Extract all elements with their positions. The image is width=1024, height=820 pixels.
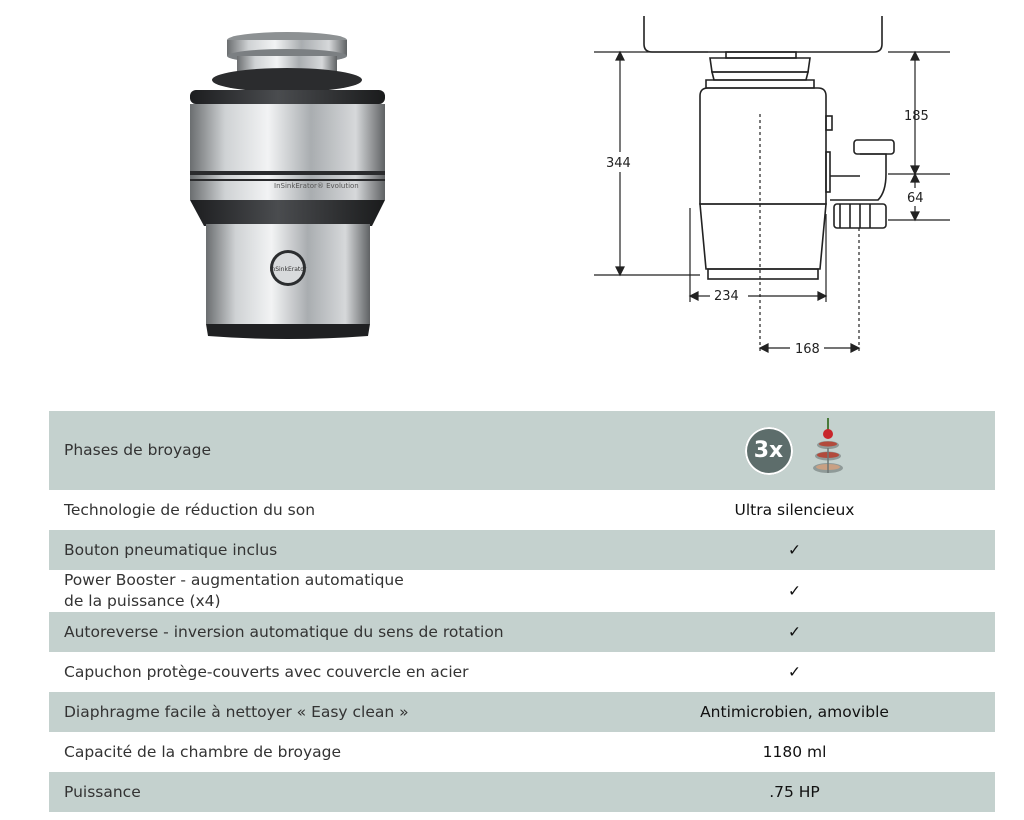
spec-table: [49, 411, 995, 812]
product-image: [182, 28, 392, 343]
table-row: [49, 692, 995, 732]
spec-value: Ultra silencieux: [734, 501, 855, 519]
spec-label: Diaphragme facile à nettoyer « Easy clean »: [49, 692, 584, 732]
dim-outlet-offset: 168: [795, 342, 820, 357]
check-icon: ✓: [788, 663, 801, 681]
phases-badge: 3x: [745, 427, 793, 475]
spec-label: Phases de broyage: [49, 411, 584, 490]
product-model-label: InSinkErator® Evolution: [274, 182, 359, 190]
table-row: [49, 530, 995, 570]
table-row: [49, 652, 995, 692]
spec-value: 1180 ml: [762, 743, 827, 761]
spec-label: Puissance: [49, 772, 584, 812]
grinding-stages-icon: [811, 418, 845, 484]
table-row: [49, 490, 995, 530]
spec-value: .75 HP: [584, 772, 995, 812]
check-icon: ✓: [584, 530, 995, 570]
dimension-diagram: [588, 14, 968, 364]
check-icon: ✓: [584, 612, 995, 652]
table-row: [49, 612, 995, 652]
dim-height-total: 344: [606, 156, 631, 171]
check-icon: ✓: [788, 582, 801, 600]
dim-diameter: 234: [714, 289, 739, 304]
spec-label: Capuchon protège-couverts avec couvercle en acier: [64, 662, 469, 681]
spec-label: Bouton pneumatique inclus: [49, 530, 584, 570]
dim-height-outlet: 185: [904, 109, 929, 124]
spec-value: [584, 411, 995, 490]
table-row: [49, 772, 995, 812]
spec-label-line2: de la puissance (x4): [64, 592, 221, 610]
product-brand-label: InSinkErator: [269, 266, 307, 273]
table-row: [49, 411, 995, 490]
spec-label: Capacité de la chambre de broyage: [64, 742, 342, 761]
spec-label: Autoreverse - inversion automatique du sens de rotation: [49, 612, 584, 652]
table-row: [49, 570, 995, 612]
spec-label-line1: Power Booster - augmentation automatique: [64, 571, 404, 589]
spec-label: Technologie de réduction du son: [64, 500, 316, 519]
spec-value: Antimicrobien, amovible: [584, 692, 995, 732]
table-row: [49, 732, 995, 772]
spec-label: [49, 570, 584, 612]
dim-outlet-height: 64: [907, 191, 924, 206]
